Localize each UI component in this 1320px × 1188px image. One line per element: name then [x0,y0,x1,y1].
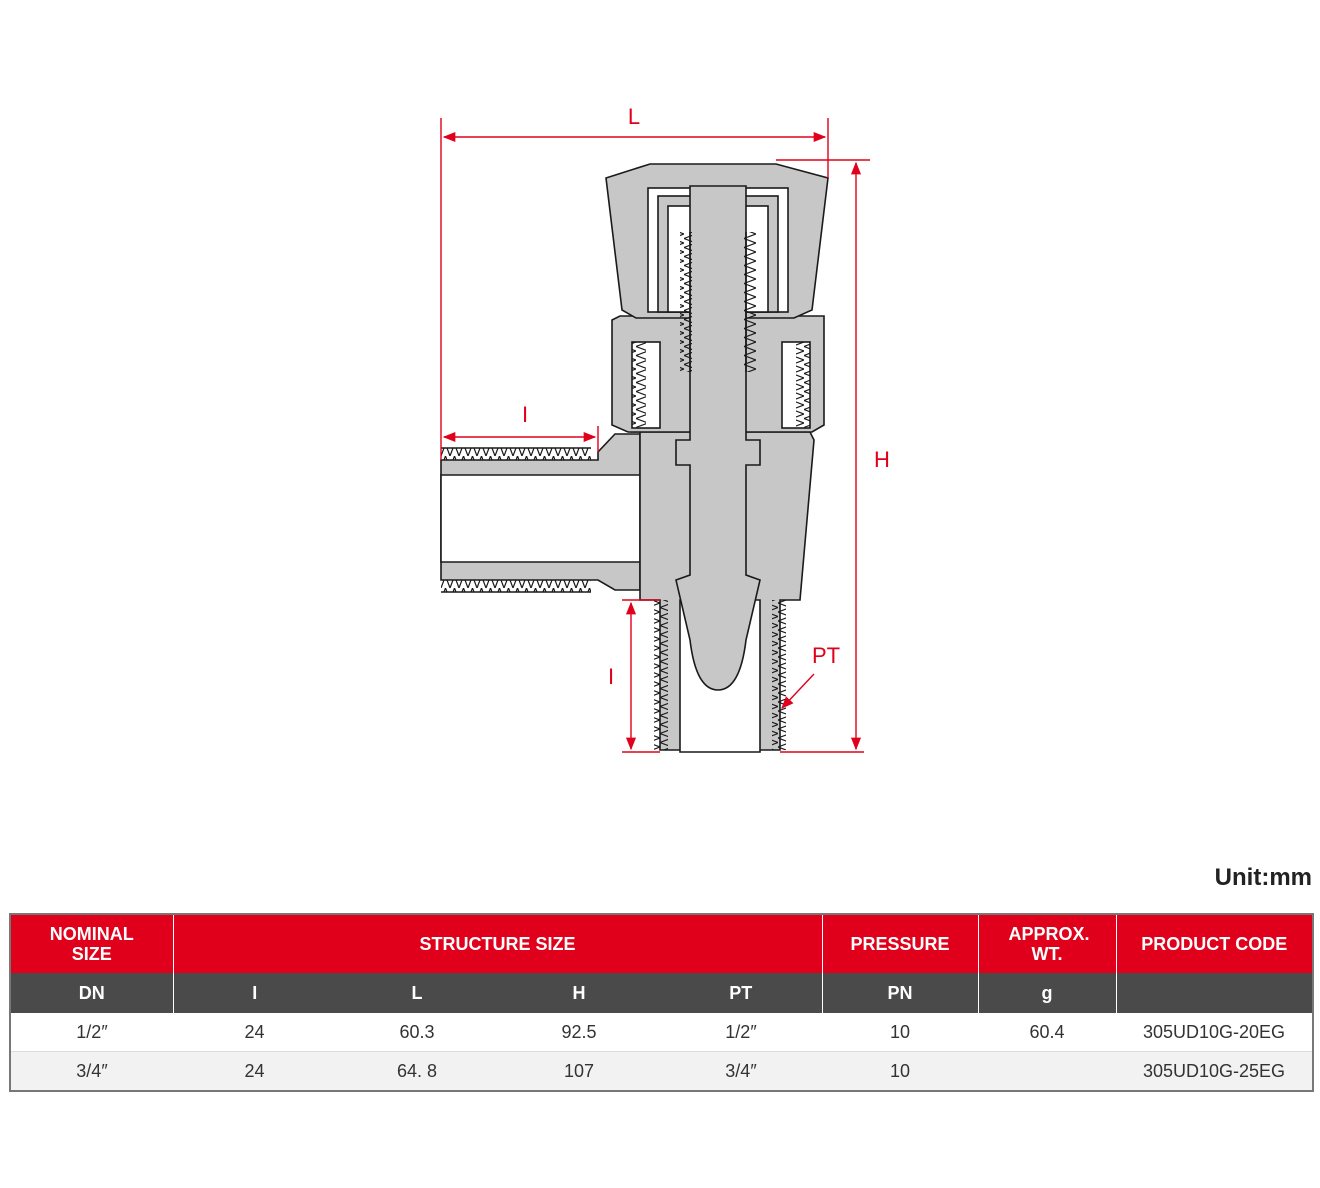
dimension-label-H: H [874,447,890,472]
table-row [10,1052,1313,1092]
cell-pt: 3/4″ [660,1052,822,1092]
cell-i: 24 [173,1013,336,1052]
header-approx-wt: APPROX. WT. [978,914,1116,973]
cell-l: 60.3 [336,1013,498,1052]
subheader-i: I [173,973,336,1013]
cell-h: 92.5 [498,1013,660,1052]
cell-l: 64. 8 [336,1052,498,1092]
subheader-h: H [498,973,660,1013]
cell-pt: 1/2″ [660,1013,822,1052]
cell-pn: 10 [822,1013,978,1052]
valve-body [441,164,828,752]
cell-i: 24 [173,1052,336,1092]
spec-table [9,913,1314,1092]
subheader-dn: DN [10,973,173,1013]
table-header-row [10,914,1313,973]
subheader-pn: PN [822,973,978,1013]
subheader-pt: PT [660,973,822,1013]
cell-wt [978,1052,1116,1092]
unit-label: Unit:mm [1214,864,1312,891]
header-product-code: PRODUCT CODE [1116,914,1313,973]
dimension-label-I-vertical: I [607,664,615,689]
cell-wt: 60.4 [978,1013,1116,1052]
subheader-l: L [336,973,498,1013]
header-pressure: PRESSURE [822,914,978,973]
dimension-label-L: L [627,104,641,129]
subheader-g: g [978,973,1116,1013]
cell-dn: 3/4″ [10,1052,173,1092]
cell-dn: 1/2″ [10,1013,173,1052]
cell-code: 305UD10G-20EG [1116,1013,1313,1052]
cell-h: 107 [498,1052,660,1092]
table-row [10,1013,1313,1052]
dimension-label-I-horizontal: I [521,402,529,427]
dimension-label-PT: PT [811,643,841,668]
cell-pn: 10 [822,1052,978,1092]
header-structure-size: STRUCTURE SIZE [173,914,822,973]
header-nominal-size: NOMINAL SIZE [10,914,173,973]
subheader-code [1116,973,1313,1013]
table-subheader-row [10,973,1313,1013]
cell-code: 305UD10G-25EG [1116,1052,1313,1092]
